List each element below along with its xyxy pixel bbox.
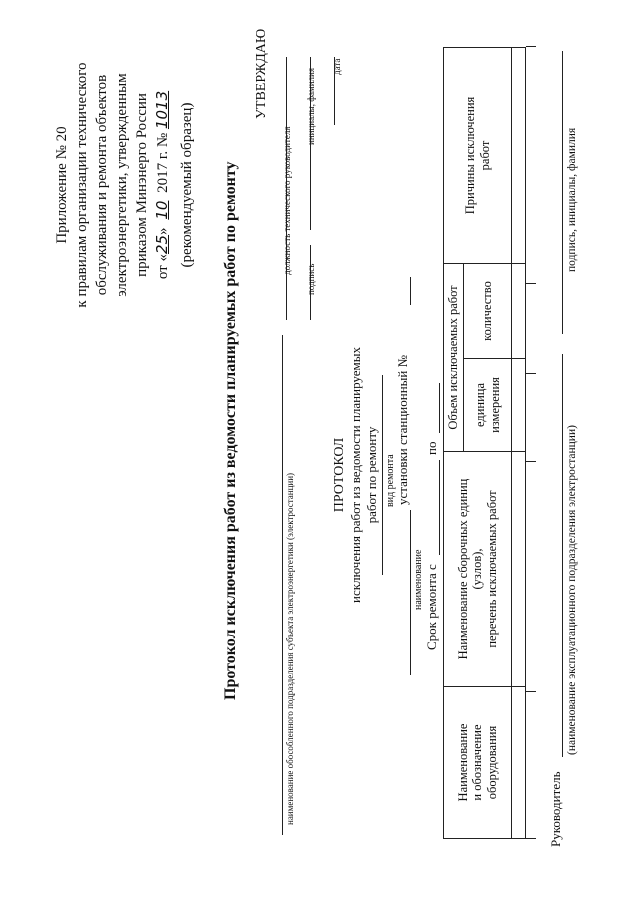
period-to-line xyxy=(439,383,440,433)
table-continuation-line xyxy=(526,691,536,692)
table-continuation-line xyxy=(526,283,536,284)
protocol-block xyxy=(332,325,380,625)
table-cell xyxy=(512,48,526,264)
approval-signature-caption: подпись xyxy=(306,263,316,295)
period-from-label: Срок ремонта с xyxy=(424,564,439,650)
appendix-block xyxy=(52,55,197,315)
head-label: Руководитель xyxy=(548,771,563,847)
approval-position-caption: должность технического руководителя xyxy=(282,126,292,275)
period-to-label: по xyxy=(424,441,439,455)
table-header-row-1 xyxy=(444,48,464,839)
unit-name-caption: наименование xyxy=(413,549,424,610)
appendix-line-3: электроэнергетики, утвержденным xyxy=(114,73,130,297)
dept-caption: (наименование эксплуатационного подразделения электростанции) xyxy=(566,425,578,755)
approval-date-caption: дата xyxy=(332,58,342,75)
table-row xyxy=(512,48,526,839)
appendix-note: (рекомендуемый образец) xyxy=(179,102,195,268)
appendix-line-2: обслуживания и ремонта объектов xyxy=(94,74,110,296)
table-continuation-line xyxy=(526,461,536,462)
approval-name-caption: инициалы, фамилия xyxy=(306,68,316,145)
header-volume: Объем исключаемых работ xyxy=(444,264,464,452)
date-month: 10 xyxy=(153,200,171,220)
header-quantity: количество xyxy=(464,264,512,359)
org-line xyxy=(282,335,283,835)
appendix-number: Приложение № 20 xyxy=(54,126,70,244)
approval-label: УТВЕРЖДАЮ xyxy=(254,28,269,119)
unit-number-line xyxy=(410,277,411,305)
table-continuation-line xyxy=(526,46,536,47)
repair-type-caption: вид ремонта xyxy=(385,454,396,507)
header-unit-of-measure: единица измерения xyxy=(464,359,512,452)
unit-text: установки станционный № xyxy=(395,354,410,505)
head-signature-line xyxy=(562,51,563,334)
protocol-title: ПРОТОКОЛ xyxy=(332,437,347,513)
appendix-date-line: от «25» 10 2017 г. № 1013 xyxy=(153,90,171,280)
exclusion-table xyxy=(443,47,526,839)
repair-type-line xyxy=(382,375,383,575)
org-caption: наименование обособленного подразделения субъекта электроэнергетики (электростанции) xyxy=(285,472,295,825)
period-from-line xyxy=(439,460,440,555)
main-title: Протокол исключения работ из ведомости планируемых работ по ремонту xyxy=(222,161,239,700)
table-cell xyxy=(512,264,526,359)
dept-line xyxy=(562,354,563,757)
unit-line xyxy=(410,510,411,675)
order-number: 1013 xyxy=(153,90,171,130)
table-continuation-line xyxy=(526,838,536,839)
head-signature-caption: подпись, инициалы, фамилия xyxy=(566,127,578,272)
table-cell xyxy=(512,452,526,687)
date-day: 25 xyxy=(153,234,171,255)
header-reasons: Причины исключения работ xyxy=(444,48,512,264)
appendix-line-4: приказом Минэнерго России xyxy=(134,93,150,277)
protocol-line-2: работ по ремонту xyxy=(364,426,379,524)
appendix-line-1: к правилам организации технического xyxy=(74,62,90,308)
table-continuation-line xyxy=(526,373,536,374)
table-cell xyxy=(512,359,526,452)
header-equipment: Наименование и обозначение оборудования xyxy=(444,687,512,839)
protocol-line-1: исключения работ из ведомости планируемых xyxy=(348,347,363,603)
header-units: Наименование сборочных единиц (узлов), перечень исключаемых работ xyxy=(444,452,512,687)
table-cell xyxy=(512,687,526,839)
